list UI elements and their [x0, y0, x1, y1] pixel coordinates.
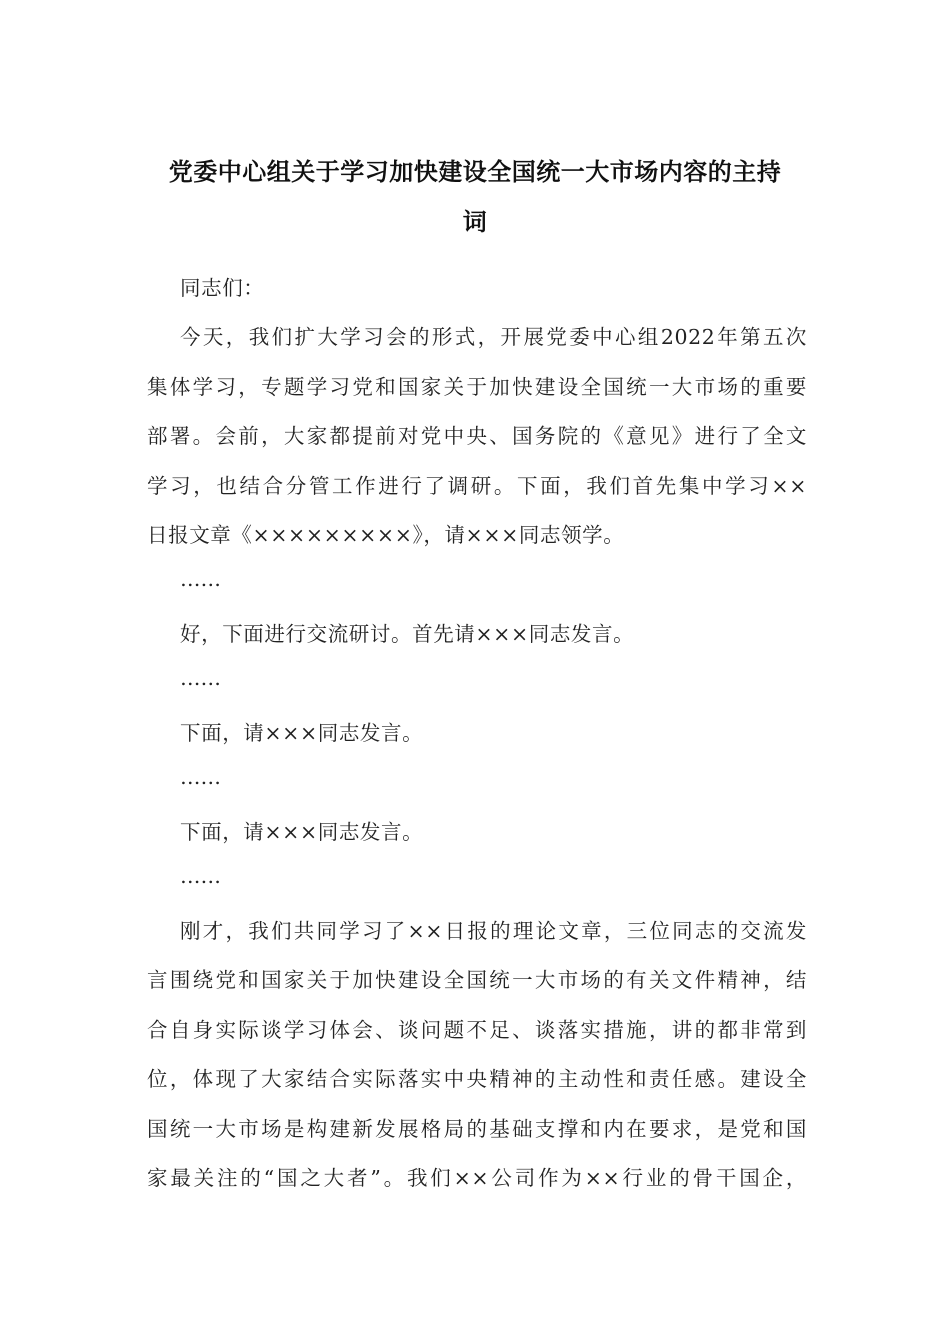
paragraph-1-line: 日报文章《×××××××××》，请×××同志领学。 [147, 523, 625, 547]
paragraph-2-line: 家最关注的“国之大者”。我们××公司作为××行业的骨干国企， [147, 1166, 807, 1190]
ellipsis-3: …… [180, 765, 221, 789]
paragraph-1-line: 部署。会前，大家都提前对党中央、国务院的《意见》进行了全文 [147, 424, 807, 448]
ellipsis-4: …… [180, 864, 221, 888]
paragraph-1-line: 学习，也结合分管工作进行了调研。下面，我们首先集中学习×× [147, 474, 807, 498]
greeting: 同志们： [180, 276, 265, 300]
paragraph-2-line: 刚才，我们共同学习了××日报的理论文章，三位同志的交流发 [180, 919, 807, 943]
line-good: 好，下面进行交流研讨。首先请×××同志发言。 [180, 622, 635, 646]
paragraph-2-line: 合自身实际谈学习体会、谈问题不足、谈落实措施，讲的都非常到 [147, 1018, 807, 1042]
paragraph-2-line: 言围绕党和国家关于加快建设全国统一大市场的有关文件精神，结 [147, 968, 807, 992]
ellipsis-2: …… [180, 666, 221, 690]
paragraph-2-line: 位，体现了大家结合实际落实中央精神的主动性和责任感。建设全 [147, 1067, 807, 1091]
paragraph-1-line: 今天，我们扩大学习会的形式，开展党委中心组2022年第五次 [180, 325, 807, 349]
document-title-line-2: 词 [462, 207, 488, 236]
ellipsis-1: …… [180, 567, 221, 591]
line-next-speaker-1: 下面，请×××同志发言。 [180, 721, 424, 745]
document-title-line-1: 党委中心组关于学习加快建设全国统一大市场内容的主持 [168, 157, 782, 186]
paragraph-2-line: 国统一大市场是构建新发展格局的基础支撑和内在要求，是党和国 [147, 1117, 807, 1141]
paragraph-1-line: 集体学习，专题学习党和国家关于加快建设全国统一大市场的重要 [147, 375, 807, 399]
line-next-speaker-2: 下面，请×××同志发言。 [180, 820, 424, 844]
